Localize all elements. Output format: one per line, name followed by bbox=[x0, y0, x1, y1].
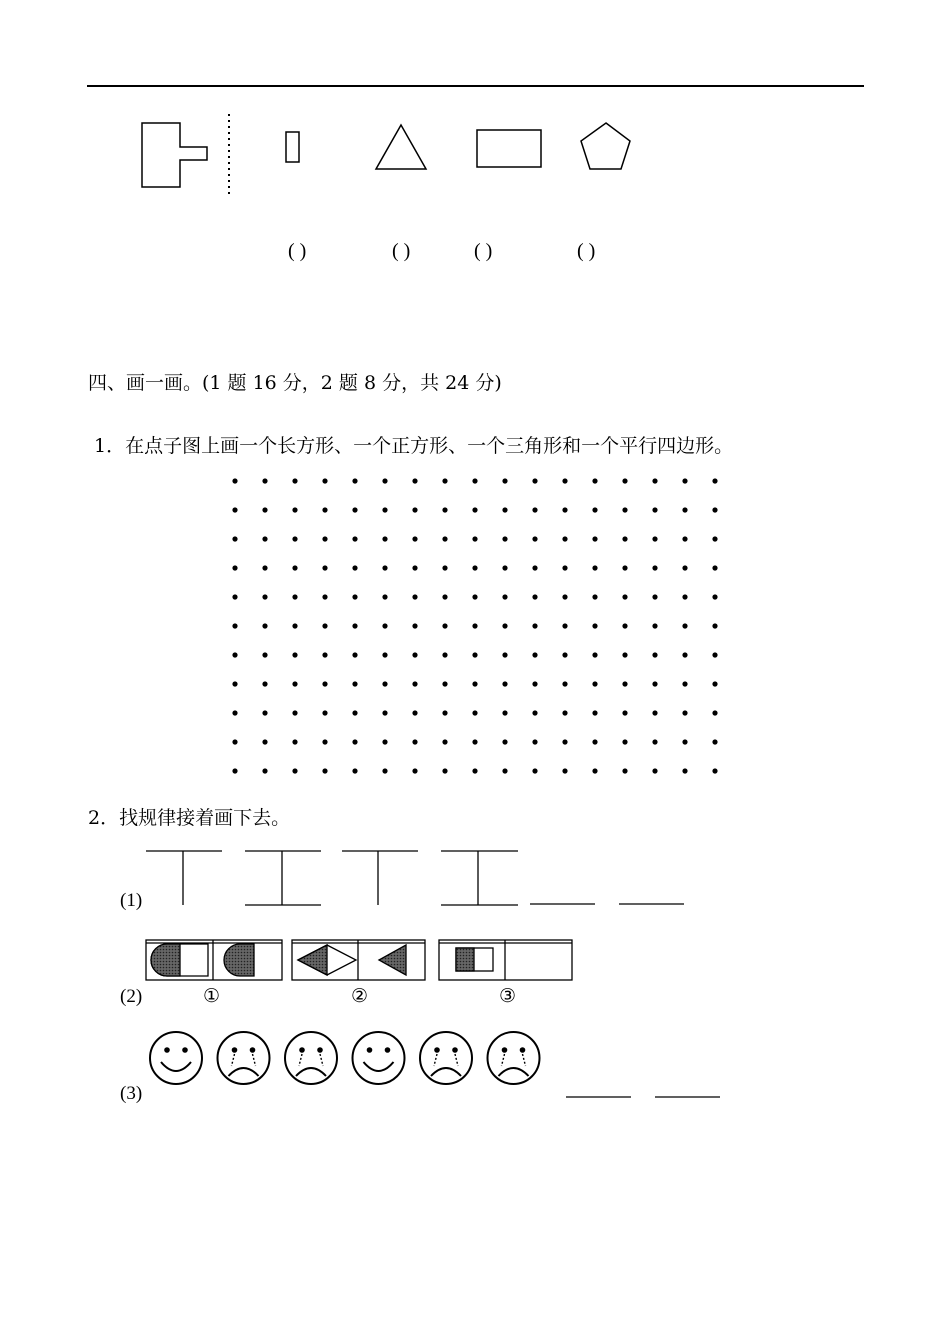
grid-dot[interactable] bbox=[292, 768, 297, 773]
grid-dot[interactable] bbox=[262, 710, 267, 715]
grid-dot[interactable] bbox=[472, 652, 477, 657]
grid-dot[interactable] bbox=[412, 536, 417, 541]
crying-face-icon bbox=[285, 1032, 337, 1084]
grid-dot[interactable] bbox=[592, 739, 597, 744]
grid-dot[interactable] bbox=[292, 536, 297, 541]
grid-dot[interactable] bbox=[472, 623, 477, 628]
grid-dot[interactable] bbox=[352, 681, 357, 686]
grid-dot[interactable] bbox=[652, 507, 657, 512]
grid-dot[interactable] bbox=[712, 768, 717, 773]
grid-dot[interactable] bbox=[682, 681, 687, 686]
grid-dot[interactable] bbox=[292, 507, 297, 512]
grid-dot[interactable] bbox=[502, 536, 507, 541]
grid-dot[interactable] bbox=[472, 768, 477, 773]
grid-dot[interactable] bbox=[622, 478, 627, 483]
grid-dot[interactable] bbox=[592, 594, 597, 599]
grid-dot[interactable] bbox=[532, 652, 537, 657]
grid-dot[interactable] bbox=[502, 565, 507, 570]
grid-dot[interactable] bbox=[442, 739, 447, 744]
grid-dot[interactable] bbox=[412, 681, 417, 686]
part-label: (1) bbox=[120, 890, 143, 911]
grid-dot[interactable] bbox=[352, 623, 357, 628]
grid-dot[interactable] bbox=[262, 768, 267, 773]
grid-dot[interactable] bbox=[262, 739, 267, 744]
grid-dot[interactable] bbox=[322, 768, 327, 773]
grid-dot[interactable] bbox=[292, 739, 297, 744]
grid-dot[interactable] bbox=[292, 478, 297, 483]
grid-dot[interactable] bbox=[292, 652, 297, 657]
grid-dot[interactable] bbox=[502, 681, 507, 686]
grid-dot[interactable] bbox=[292, 565, 297, 570]
grid-dot[interactable] bbox=[292, 681, 297, 686]
grid-dot[interactable] bbox=[442, 652, 447, 657]
grid-dot[interactable] bbox=[442, 768, 447, 773]
grid-dot[interactable] bbox=[682, 536, 687, 541]
grid-dot[interactable] bbox=[562, 478, 567, 483]
grid-dot[interactable] bbox=[532, 681, 537, 686]
grid-dot[interactable] bbox=[592, 536, 597, 541]
grid-dot[interactable] bbox=[442, 536, 447, 541]
grid-dot[interactable] bbox=[592, 652, 597, 657]
grid-dot[interactable] bbox=[232, 536, 237, 541]
grid-dot[interactable] bbox=[232, 594, 237, 599]
grid-dot[interactable] bbox=[592, 681, 597, 686]
part-label: (2) bbox=[120, 986, 143, 1007]
grid-dot[interactable] bbox=[232, 478, 237, 483]
grid-dot[interactable] bbox=[712, 681, 717, 686]
grid-dot[interactable] bbox=[562, 565, 567, 570]
grid-dot[interactable] bbox=[262, 623, 267, 628]
grid-dot[interactable] bbox=[292, 594, 297, 599]
pattern-3 bbox=[150, 1032, 540, 1084]
grid-dot[interactable] bbox=[232, 652, 237, 657]
grid-dot[interactable] bbox=[562, 507, 567, 512]
box-marker: ③ bbox=[499, 985, 517, 1007]
answer-paren[interactable]: ( ) bbox=[288, 240, 307, 262]
grid-dot[interactable] bbox=[412, 594, 417, 599]
answer-paren[interactable]: ( ) bbox=[474, 240, 493, 262]
grid-dot[interactable] bbox=[322, 478, 327, 483]
box-marker: ① bbox=[203, 985, 221, 1007]
grid-dot[interactable] bbox=[592, 507, 597, 512]
grid-dot[interactable] bbox=[262, 652, 267, 657]
grid-dot[interactable] bbox=[652, 536, 657, 541]
grid-dot[interactable] bbox=[682, 768, 687, 773]
grid-dot[interactable] bbox=[382, 478, 387, 483]
grid-dot[interactable] bbox=[562, 623, 567, 628]
grid-dot[interactable] bbox=[472, 478, 477, 483]
grid-dot[interactable] bbox=[412, 739, 417, 744]
grid-dot[interactable] bbox=[442, 478, 447, 483]
grid-dot[interactable] bbox=[472, 594, 477, 599]
grid-dot[interactable] bbox=[472, 565, 477, 570]
half-shape bbox=[142, 123, 207, 187]
answer-paren[interactable]: ( ) bbox=[392, 240, 411, 262]
part-label: (3) bbox=[120, 1083, 143, 1104]
grid-dot[interactable] bbox=[292, 710, 297, 715]
grid-dot[interactable] bbox=[292, 623, 297, 628]
grid-dot[interactable] bbox=[622, 623, 627, 628]
grid-dot[interactable] bbox=[682, 739, 687, 744]
crying-face-icon bbox=[420, 1032, 472, 1084]
grid-dot[interactable] bbox=[622, 594, 627, 599]
grid-dot[interactable] bbox=[232, 507, 237, 512]
grid-dot[interactable] bbox=[232, 768, 237, 773]
grid-dot[interactable] bbox=[652, 681, 657, 686]
grid-dot[interactable] bbox=[472, 681, 477, 686]
grid-dot[interactable] bbox=[652, 739, 657, 744]
grid-dot[interactable] bbox=[262, 565, 267, 570]
grid-dot[interactable] bbox=[592, 768, 597, 773]
grid-dot[interactable] bbox=[712, 565, 717, 570]
grid-dot[interactable] bbox=[622, 768, 627, 773]
grid-dot[interactable] bbox=[412, 478, 417, 483]
grid-dot[interactable] bbox=[382, 652, 387, 657]
question-1-text: 1．在点子图上画一个长方形、一个正方形、一个三角形和一个平行四边形。 bbox=[94, 435, 734, 457]
grid-dot[interactable] bbox=[232, 739, 237, 744]
grid-dot[interactable] bbox=[622, 681, 627, 686]
pentagon-shape bbox=[581, 123, 630, 169]
grid-dot[interactable] bbox=[562, 681, 567, 686]
box-marker: ② bbox=[351, 985, 369, 1007]
grid-dot[interactable] bbox=[412, 623, 417, 628]
grid-dot[interactable] bbox=[262, 681, 267, 686]
grid-dot[interactable] bbox=[352, 739, 357, 744]
grid-dot[interactable] bbox=[532, 739, 537, 744]
grid-dot[interactable] bbox=[412, 565, 417, 570]
grid-dot[interactable] bbox=[592, 478, 597, 483]
grid-dot[interactable] bbox=[322, 507, 327, 512]
grid-dot[interactable] bbox=[322, 623, 327, 628]
grid-dot[interactable] bbox=[592, 623, 597, 628]
grid-dot[interactable] bbox=[562, 652, 567, 657]
grid-dot[interactable] bbox=[652, 768, 657, 773]
grid-dot[interactable] bbox=[562, 710, 567, 715]
grid-dot[interactable] bbox=[352, 507, 357, 512]
grid-dot[interactable] bbox=[682, 565, 687, 570]
grid-dot[interactable] bbox=[532, 768, 537, 773]
grid-dot[interactable] bbox=[472, 536, 477, 541]
grid-dot[interactable] bbox=[382, 565, 387, 570]
grid-dot[interactable] bbox=[532, 710, 537, 715]
smiling-face-icon bbox=[353, 1032, 405, 1084]
grid-dot[interactable] bbox=[412, 710, 417, 715]
grid-dot[interactable] bbox=[442, 623, 447, 628]
grid-dot[interactable] bbox=[592, 565, 597, 570]
grid-dot[interactable] bbox=[622, 652, 627, 657]
grid-dot[interactable] bbox=[712, 478, 717, 483]
grid-dot[interactable] bbox=[562, 594, 567, 599]
grid-dot[interactable] bbox=[382, 623, 387, 628]
grid-dot[interactable] bbox=[562, 768, 567, 773]
grid-dot[interactable] bbox=[712, 739, 717, 744]
grid-dot[interactable] bbox=[622, 507, 627, 512]
grid-dot[interactable] bbox=[622, 739, 627, 744]
grid-dot[interactable] bbox=[382, 681, 387, 686]
grid-dot[interactable] bbox=[532, 565, 537, 570]
grid-dot[interactable] bbox=[382, 536, 387, 541]
grid-dot[interactable] bbox=[322, 652, 327, 657]
pattern-2 bbox=[146, 940, 572, 980]
grid-dot[interactable] bbox=[442, 710, 447, 715]
grid-dot[interactable] bbox=[682, 594, 687, 599]
question-2-text: 2．找规律接着画下去。 bbox=[88, 807, 291, 829]
grid-dot[interactable] bbox=[682, 478, 687, 483]
dot-grid bbox=[232, 478, 717, 773]
grid-dot[interactable] bbox=[502, 478, 507, 483]
grid-dot[interactable] bbox=[682, 507, 687, 512]
grid-dot[interactable] bbox=[472, 739, 477, 744]
grid-dot[interactable] bbox=[352, 536, 357, 541]
grid-dot[interactable] bbox=[262, 594, 267, 599]
grid-dot[interactable] bbox=[472, 710, 477, 715]
grid-dot[interactable] bbox=[502, 652, 507, 657]
grid-dot[interactable] bbox=[322, 594, 327, 599]
grid-dot[interactable] bbox=[322, 565, 327, 570]
grid-dot[interactable] bbox=[442, 594, 447, 599]
grid-dot[interactable] bbox=[562, 536, 567, 541]
grid-dot[interactable] bbox=[442, 681, 447, 686]
grid-dot[interactable] bbox=[232, 681, 237, 686]
grid-dot[interactable] bbox=[502, 507, 507, 512]
grid-dot[interactable] bbox=[412, 652, 417, 657]
grid-dot[interactable] bbox=[322, 710, 327, 715]
grid-dot[interactable] bbox=[502, 594, 507, 599]
grid-dot[interactable] bbox=[652, 594, 657, 599]
grid-dot[interactable] bbox=[352, 710, 357, 715]
grid-dot[interactable] bbox=[322, 681, 327, 686]
grid-dot[interactable] bbox=[472, 507, 477, 512]
grid-dot[interactable] bbox=[712, 594, 717, 599]
grid-dot[interactable] bbox=[682, 710, 687, 715]
grid-dot[interactable] bbox=[412, 768, 417, 773]
rectangle-shape bbox=[477, 130, 541, 167]
grid-dot[interactable] bbox=[232, 623, 237, 628]
grid-dot[interactable] bbox=[262, 507, 267, 512]
grid-dot[interactable] bbox=[712, 536, 717, 541]
grid-dot[interactable] bbox=[262, 536, 267, 541]
section-heading: 四、画一画。(1 题 16 分，2 题 8 分，共 24 分) bbox=[88, 372, 502, 394]
grid-dot[interactable] bbox=[232, 710, 237, 715]
grid-dot[interactable] bbox=[532, 594, 537, 599]
grid-dot[interactable] bbox=[592, 710, 597, 715]
grid-dot[interactable] bbox=[412, 507, 417, 512]
grid-dot[interactable] bbox=[322, 536, 327, 541]
grid-dot[interactable] bbox=[652, 565, 657, 570]
grid-dot[interactable] bbox=[352, 768, 357, 773]
grid-dot[interactable] bbox=[442, 565, 447, 570]
crying-face-icon bbox=[488, 1032, 540, 1084]
grid-dot[interactable] bbox=[622, 710, 627, 715]
grid-dot[interactable] bbox=[622, 536, 627, 541]
grid-dot[interactable] bbox=[382, 594, 387, 599]
grid-dot[interactable] bbox=[382, 507, 387, 512]
grid-dot[interactable] bbox=[382, 768, 387, 773]
grid-dot[interactable] bbox=[352, 652, 357, 657]
grid-dot[interactable] bbox=[682, 652, 687, 657]
answer-paren[interactable]: ( ) bbox=[577, 240, 596, 262]
grid-dot[interactable] bbox=[712, 507, 717, 512]
grid-dot[interactable] bbox=[382, 739, 387, 744]
thin-rectangle-shape bbox=[286, 132, 299, 162]
grid-dot[interactable] bbox=[352, 478, 357, 483]
grid-dot[interactable] bbox=[652, 478, 657, 483]
grid-dot[interactable] bbox=[502, 623, 507, 628]
grid-dot[interactable] bbox=[382, 710, 387, 715]
grid-dot[interactable] bbox=[322, 739, 327, 744]
grid-dot[interactable] bbox=[352, 565, 357, 570]
grid-dot[interactable] bbox=[652, 710, 657, 715]
grid-dot[interactable] bbox=[622, 565, 627, 570]
grid-dot[interactable] bbox=[502, 739, 507, 744]
grid-dot[interactable] bbox=[262, 478, 267, 483]
grid-dot[interactable] bbox=[232, 565, 237, 570]
grid-dot[interactable] bbox=[442, 507, 447, 512]
grid-dot[interactable] bbox=[502, 768, 507, 773]
grid-dot[interactable] bbox=[352, 594, 357, 599]
crying-face-icon bbox=[218, 1032, 270, 1084]
grid-dot[interactable] bbox=[652, 623, 657, 628]
grid-dot[interactable] bbox=[502, 710, 507, 715]
grid-dot[interactable] bbox=[532, 507, 537, 512]
grid-dot[interactable] bbox=[652, 652, 657, 657]
grid-dot[interactable] bbox=[532, 478, 537, 483]
grid-dot[interactable] bbox=[562, 739, 567, 744]
grid-dot[interactable] bbox=[712, 652, 717, 657]
triangle-shape bbox=[376, 125, 426, 169]
grid-dot[interactable] bbox=[682, 623, 687, 628]
smiling-face-icon bbox=[150, 1032, 202, 1084]
grid-dot[interactable] bbox=[532, 623, 537, 628]
grid-dot[interactable] bbox=[712, 710, 717, 715]
grid-dot[interactable] bbox=[532, 536, 537, 541]
pattern-1 bbox=[146, 851, 684, 905]
grid-dot[interactable] bbox=[712, 623, 717, 628]
